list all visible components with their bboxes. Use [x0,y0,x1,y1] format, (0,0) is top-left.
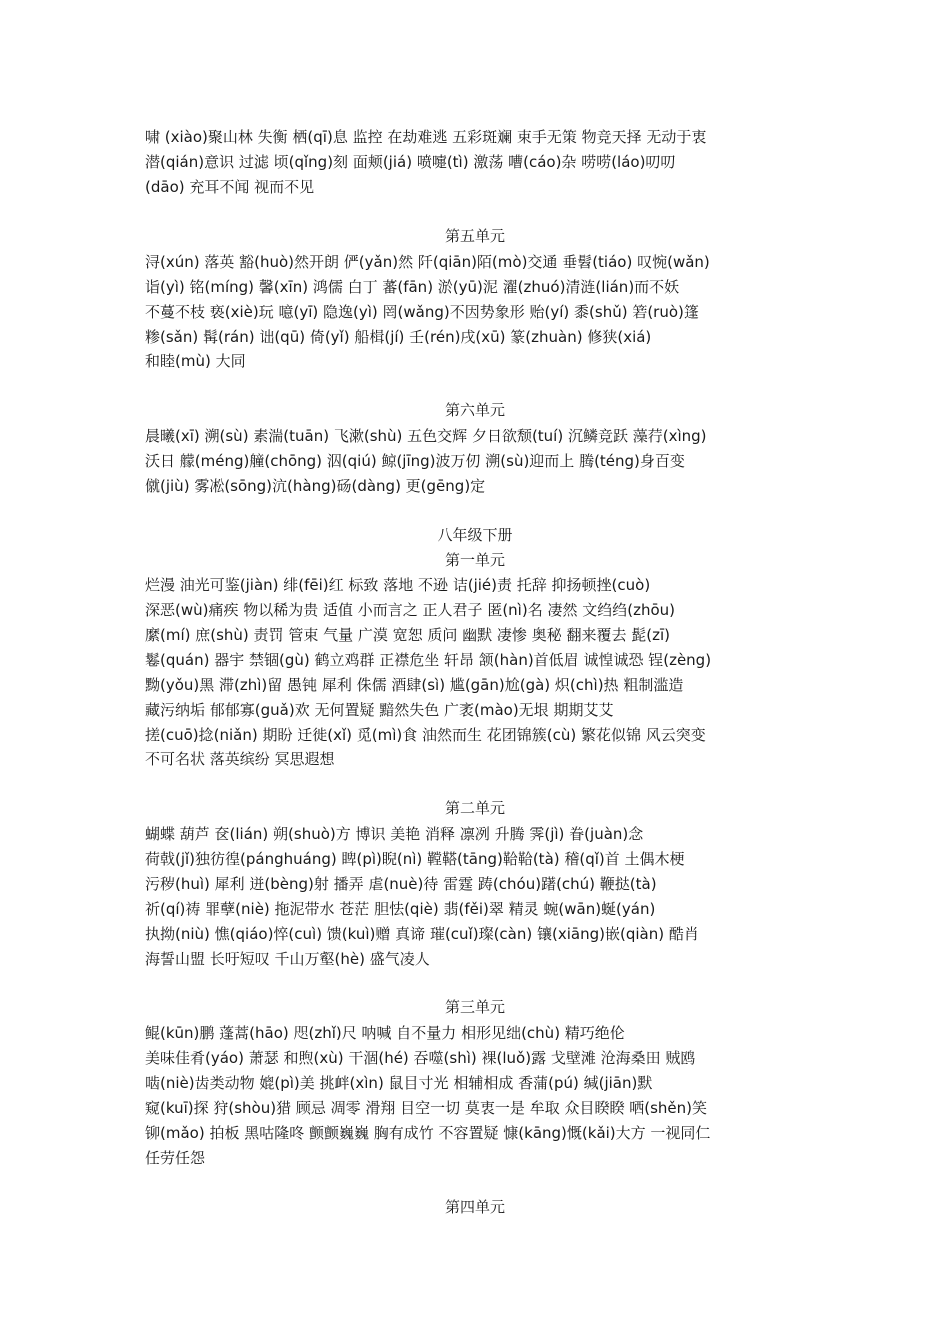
section-heading: 第六单元 [444,401,505,419]
section-heading: 第二单元 [444,799,505,817]
text-line: 啸 (xiào)聚山林 失衡 栖(qī)息 监控 在劫难逃 五彩斑斓 束手无策 物竞天择 无动于衷 [145,128,707,146]
text-line: 潜(qián)意识 过滤 顷(qǐng)刻 面颊(jiá) 喷嚏(tì) 激荡 嘈(cáo)杂 唠唠(láo)叨叨 [145,153,676,171]
text-line: 诣(yì) 铭(míng) 馨(xīn) 鸿儒 白丁 蕃(fān) 淤(yū)泥 濯(zhuó)清涟(lián)而不妖 [145,278,680,296]
text-line: 和睦(mù) 大同 [145,352,246,370]
text-line: 僦(jiù) 雾凇(sōng)沆(hàng)砀(dàng) 更(gēng)定 [145,477,486,495]
text-line: (dāo) 充耳不闻 视而不见 [145,178,315,196]
text-line: 沃日 艨(méng)艟(chōng) 泅(qiú) 鲸(jīng)波万仞 溯(sù)迎而上 腾(téng)身百变 [145,452,685,470]
text-line: 不蔓不枝 亵(xiè)玩 噫(yī) 隐逸(yì) 罔(wǎng)不因势象形 贻(yí) 黍(shǔ) 箬(ruò)篷 [145,303,699,321]
text-line: 黝(yǒu)黑 滞(zhì)留 愚钝 犀利 侏儒 酒肆(sì) 尴(gān)尬(gà) 炽(chì)热 粗制滥造 [145,676,684,694]
text-line: 搓(cuō)捻(niǎn) 期盼 迁徙(xǐ) 觅(mì)食 油然而生 花团锦簇(cù) 繁花似锦 风云突变 [145,726,706,744]
text-line: 蝴蝶 葫芦 奁(lián) 朔(shuò)方 博识 美艳 消释 凛冽 升腾 霁(jì) 眷(juàn)念 [145,825,644,843]
text-line: 污秽(huì) 犀利 迸(bèng)射 播弄 虐(nuè)待 雷霆 踌(chóu)躇(chú) 鞭挞(tà) [145,875,657,893]
text-line: 糁(sǎn) 髯(rán) 诎(qū) 倚(yǐ) 船楫(jí) 壬(rén)戌(xū) 篆(zhuàn) 修狭(xiá) [145,328,652,346]
section-heading: 第三单元 [444,998,505,1016]
text-line: 执拗(niù) 憔(qiáo)悴(cuì) 馈(kuì)赠 真谛 璀(cuǐ)璨(càn) 镶(xiāng)嵌(qiàn) 酷肖 [145,925,699,943]
text-line: 窥(kuī)探 狩(shòu)猎 顾忌 凋零 滑翔 目空一切 莫衷一是 牟取 众目睽睽 哂(shěn)笑 [145,1099,707,1117]
text-line: 海誓山盟 长吁短叹 千山万壑(hè) 盛气凌人 [145,950,430,968]
text-line: 荷戟(jǐ)独彷徨(pánghuáng) 睥(pì)睨(nì) 鞺鞳(tāng)鞈鞈(tà) 稽(qǐ)首 土偶木梗 [145,850,685,868]
section-heading: 第五单元 [444,227,505,245]
text-line: 铆(mǎo) 拍板 黑咕隆咚 颤颤巍巍 胸有成竹 不容置疑 慷(kāng)慨(kǎi)大方 一视同仁 [145,1124,711,1142]
text-line: 美味佳肴(yáo) 萧瑟 和煦(xù) 干涸(hé) 吞噬(shì) 裸(luǒ)露 戈壁滩 沧海桑田 贼鸥 [145,1049,696,1067]
text-line: 鬈(quán) 器宇 禁锢(gù) 鹤立鸡群 正襟危坐 轩昂 颔(hàn)首低眉 诚惶诚恐 锃(zèng) [145,651,712,669]
text-line: 啮(niè)齿类动物 媲(pì)美 挑衅(xìn) 鼠目寸光 相辅相成 香蒲(pú) 缄(jiān)默 [145,1074,653,1092]
text-line: 晨曦(xī) 溯(sù) 素湍(tuān) 飞漱(shù) 五色交辉 夕日欲颓(tuí) 沉鳞竞跃 藻荇(xìng) [145,427,707,445]
text-line: 烂漫 油光可鉴(jiàn) 绯(fēi)红 标致 落地 不逊 诘(jié)责 托辞 抑扬顿挫(cuò) [145,576,651,594]
grade-heading: 八年级下册 [437,526,513,544]
text-line: 浔(xún) 落英 豁(huò)然开朗 俨(yǎn)然 阡(qiān)陌(mò)交通 垂髫(tiáo) 叹惋(wǎn) [145,253,710,271]
text-line: 鲲(kūn)鹏 蓬蒿(hāo) 咫(zhǐ)尺 呐喊 自不量力 相形见绌(chù) 精巧绝伦 [145,1024,625,1042]
section-heading: 第一单元 [444,551,505,569]
text-line: 藏污纳垢 郁郁寡(guǎ)欢 无何置疑 黯然失色 广袤(mào)无垠 期期艾艾 [145,701,614,719]
text-line: 祈(qí)祷 罪孽(niè) 拖泥带水 苍茫 胆怯(qiè) 翡(fěi)翠 精灵 蜿(wān)蜒(yán) [145,900,656,918]
text-line: 深恶(wù)痛疾 物以稀为贵 适值 小而言之 正人君子 匿(nì)名 凄然 文绉绉(zhōu) [145,601,676,619]
text-line: 任劳任怨 [145,1149,206,1167]
text-line: 縻(mí) 庶(shù) 责罚 管束 气量 广漠 宽恕 质问 幽默 凄惨 奥秘 翻来覆去 髭(zī) [145,626,670,644]
text-line: 不可名状 落英缤纷 冥思遐想 [145,750,335,768]
section-heading: 第四单元 [444,1198,505,1216]
